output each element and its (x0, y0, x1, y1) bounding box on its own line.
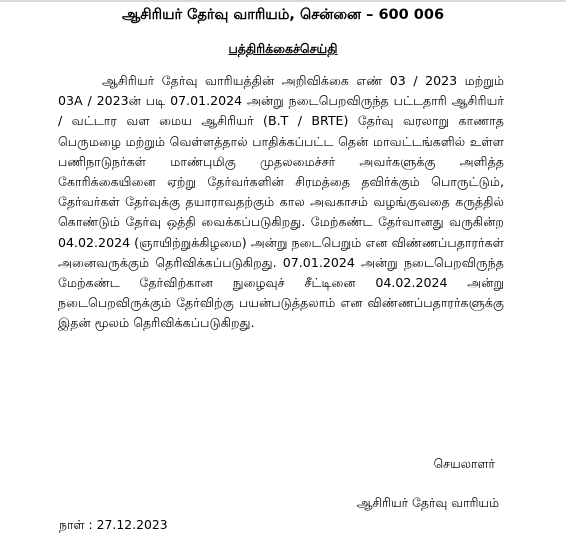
top-divider (0, 0, 566, 2)
signatory-designation: செயலாளர் (433, 456, 495, 471)
org-title: ஆசிரியர் தேர்வு வாரியம், சென்னை – 600 006 (121, 7, 445, 23)
press-release-title: பத்திரிக்கைச்செய்தி (228, 41, 338, 56)
press-release-body: ஆசிரியர் தேர்வு வாரியத்தின் அறிவிக்கை எண் 03 / 2023 மற்றும் 03A / 2023ன் படி 07.01.2024 அன்று நடைபெறவிருந்த பட்டதாரி ஆசிரியர் / வட்டார வள மைய ஆசிரியர் (B.T / BRTE) தேர்வு வரலாறு காணாத பெருமழை மற்றும் வெள்ளத்தால் பாதிக்கப்பட்ட தென் மாவட்டங்களில் உள்ள பணிநாடுநர்கள் மாண்புமிகு முதலமைச்சர் அவர்களுக்கு அளித்த கோரிக்கையினை ஏற்று தேர்வர்களின் சிரமத்தை தவிர்க்கும் பொருட்டும், தேர்வர்கள் தேர்வுக்கு தயாராவதற்கும் கால அவகாசம் வழங்குவதை கருத்தில் கொண்டும் தேர்வு ஒத்தி வைக்கப்படுகிறது. மேற்கண்ட தேர்வானது வருகின்ற 04.02.2024 (ஞாயிற்றுக்கிழமை) அன்று நடைபெறும் என விண்ணப்பதாரர்கள் அனைவருக்கும் தெரிவிக்கப்படுகிறது. 07.01.2024 அன்று நடைபெறவிருந்த மேற்கண்ட தேர்விற்கான நுழைவுச் சீட்டினை 04.02.2024 அன்று நடைபெறவிருக்கும் தேர்விற்கு பயன்படுத்தலாம் என விண்ணப்பதாரர்களுக்கு இதன் மூலம் தெரிவிக்கப்படுகிறது. (58, 73, 504, 331)
signatory-organization: ஆசிரியர் தேர்வு வாரியம் (356, 495, 499, 510)
issue-date: நாள் : 27.12.2023 (59, 517, 168, 532)
